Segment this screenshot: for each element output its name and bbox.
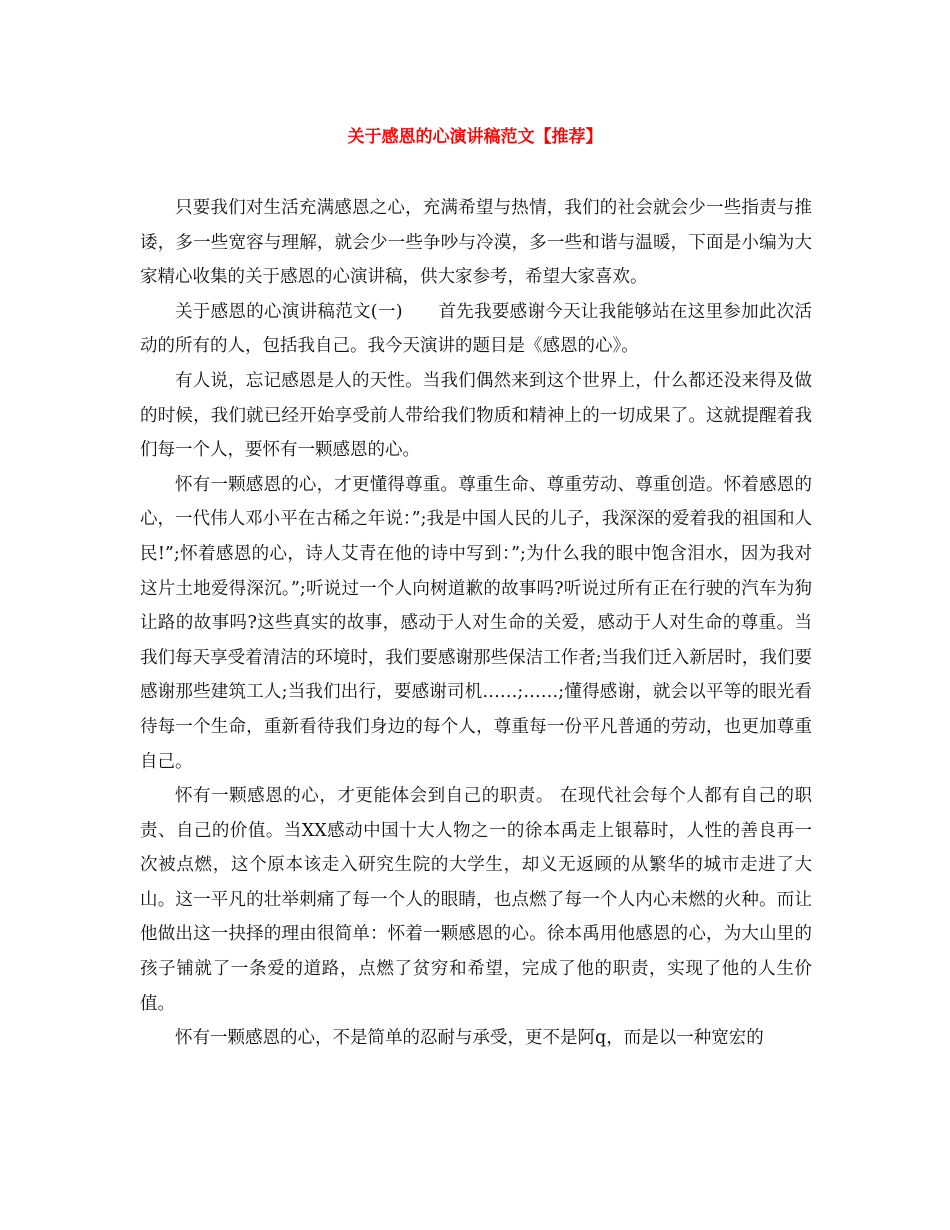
paragraph: 只要我们对生活充满感恩之心，充满希望与热情，我们的社会就会少一些指责与推诿，多一些宽容与理解，就会少一些争吵与冷漠，多一些和谐与温暖，下面是小编为大家精心收集的关于感恩的心演讲稿，供大家参考，希望大家喜欢。 [140,198,812,288]
paragraph: 怀有一颗感恩的心，才更懂得尊重。尊重生命、尊重劳动、尊重创造。怀着感恩的心，一代伟人邓小平在古稀之年说：”;我是中国人民的儿子，我深深的爱着我的祖国和人民!”;怀着感恩的心，诗人艾青在他的诗中写到：”;为什么我的眼中饱含泪水，因为我对这片土地爱得深沉。”;听说过一个人向树道歉的故事吗?听说过所有正在行驶的汽车为狗让路的故事吗?这些真实的故事，感动于人对生命的关爱，感动于人对生命的尊重。当我们每天享受着清洁的环境时，我们要感谢那些保洁工作者;当我们迁入新居时，我们要感谢那些建筑工人;当我们出行，要感谢司机……;……;懂得感谢，就会以平等的眼光看待每一个生命，重新看待我们身边的每个人，尊重每一份平凡普通的劳动，也更加尊重自己。 [140,474,812,772]
paragraph: 有人说，忘记感恩是人的天性。当我们偶然来到这个世界上，什么都还没来得及做的时候，我们就已经开始享受前人带给我们物质和精神上的一切成果了。这就提醒着我们每一个人，要怀有一颗感恩的心。 [140,370,812,461]
paragraph: 怀有一颗感恩的心，不是简单的忍耐与承受，更不是阿q，而是以一种宽宏的 [175,1028,764,1049]
document-title: 关于感恩的心演讲稿范文【推荐】 [347,127,603,147]
paragraph: 怀有一颗感恩的心，才更能体会到自己的职责。 在现代社会每个人都有自己的职责、自己的价值。当XX感动中国十大人物之一的徐本禹走上银幕时，人性的善良再一次被点燃，这个原本该走入研究生院的大学生，却义无返顾的从繁华的城市走进了大山。这一平凡的壮举刺痛了每一个人的眼睛，也点燃了每一个人内心未燃的火种。而让他做出这一抉择的理由很简单：怀着一颗感恩的心。徐本禹用他感恩的心，为大山里的孩子铺就了一条爱的道路，点燃了贫穷和希望，完成了他的职责，实现了他的人生价值。 [140,786,812,1014]
paragraph: 关于感恩的心演讲稿范文(一) 首先我要感谢今天让我能够站在这里参加此次活动的所有的人，包括我自己。我今天演讲的题目是《感恩的心》。 [140,301,812,357]
document-body [140,191,812,1056]
